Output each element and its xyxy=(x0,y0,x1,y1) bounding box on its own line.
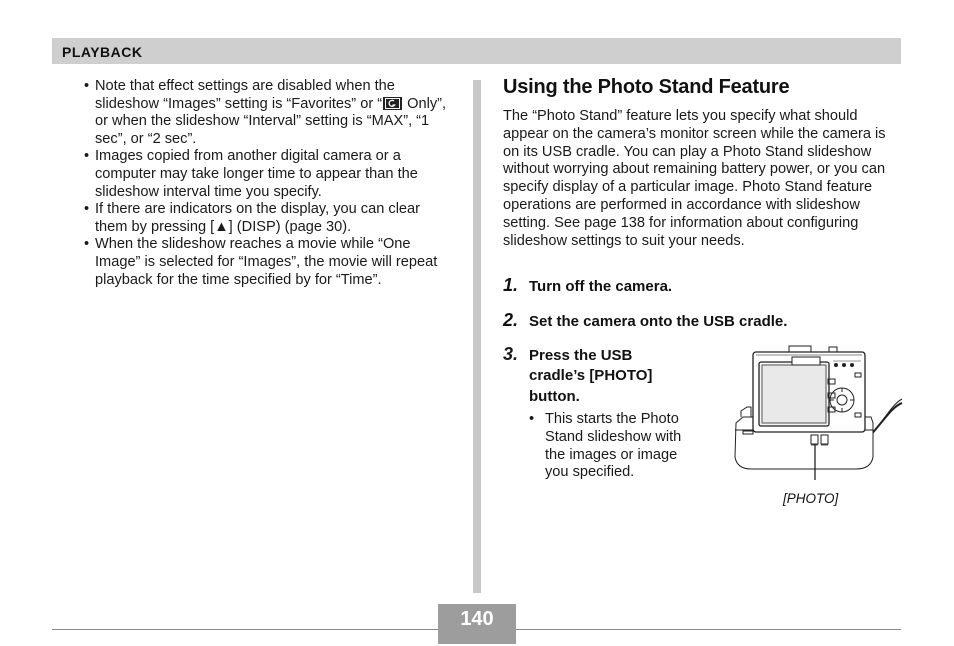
note-item xyxy=(84,78,456,148)
column-divider xyxy=(473,80,481,593)
step-2 xyxy=(503,310,787,331)
step-3-note xyxy=(529,411,694,482)
note-item xyxy=(84,148,456,201)
step-1 xyxy=(503,275,672,296)
step-number: 2. xyxy=(503,310,519,330)
camera-on-cradle-illustration xyxy=(731,345,903,490)
note-item xyxy=(84,236,456,289)
note-text: Images copied from another digital camera or a computer may take longer time to appear than the slideshow interval time you specify. xyxy=(95,148,418,200)
photo-stand-section xyxy=(503,76,903,481)
note-text: If there are indicators on the display, you can clear them by pressing [▲] (DISP) (page 30). xyxy=(95,201,421,235)
section-intro: The “Photo Stand” feature lets you specify what should appear on the camera’s monitor screen while the camera is on its USB cradle. You can play a Photo Stand slideshow without worrying about remaining battery power, or you can specify display of a particular image. Photo Stand feature operations are performed in accordance with slideshow setting. See page 138 for information about configuring slideshow settings to suit your needs. xyxy=(503,108,886,249)
step-number: 3. xyxy=(503,344,519,364)
favorites-icon xyxy=(383,97,402,110)
step-text: Set the camera onto the USB cradle. xyxy=(529,313,788,330)
photo-button-callout: [PHOTO] xyxy=(783,491,839,506)
note-text-part2: Only”, or when the slideshow “Interval” setting is “MAX”, “1 sec”, or “2 sec”. xyxy=(95,95,447,147)
page-number: 140 xyxy=(460,608,494,630)
step-number: 1. xyxy=(503,275,519,295)
bullet-dot: • xyxy=(84,236,90,253)
note-item xyxy=(84,201,456,236)
notes-list xyxy=(84,78,456,289)
step-text: Turn off the camera. xyxy=(529,278,673,295)
bullet-dot: • xyxy=(84,148,90,165)
step-text: Press the USB cradle’s [PHOTO] button. xyxy=(529,347,653,405)
note-text-part1: Note that effect settings are disabled when the slideshow “Images” setting is “Favorites” or “ xyxy=(95,78,395,112)
section-title: Using the Photo Stand Feature xyxy=(503,76,790,98)
bullet-dot: • xyxy=(529,411,535,427)
step-note-text: This starts the Photo Stand slideshow with the images or image you specified. xyxy=(545,411,682,481)
page-number-box xyxy=(438,604,516,644)
bullet-dot: • xyxy=(84,201,90,218)
bullet-dot: • xyxy=(84,78,90,94)
note-text: When the slideshow reaches a movie while “One Image” is selected for “Images”, the movie will repeat playback for the time specified by for “Time”. xyxy=(95,236,438,288)
section-header-label: PLAYBACK xyxy=(62,44,143,60)
section-header-bar xyxy=(52,38,901,64)
